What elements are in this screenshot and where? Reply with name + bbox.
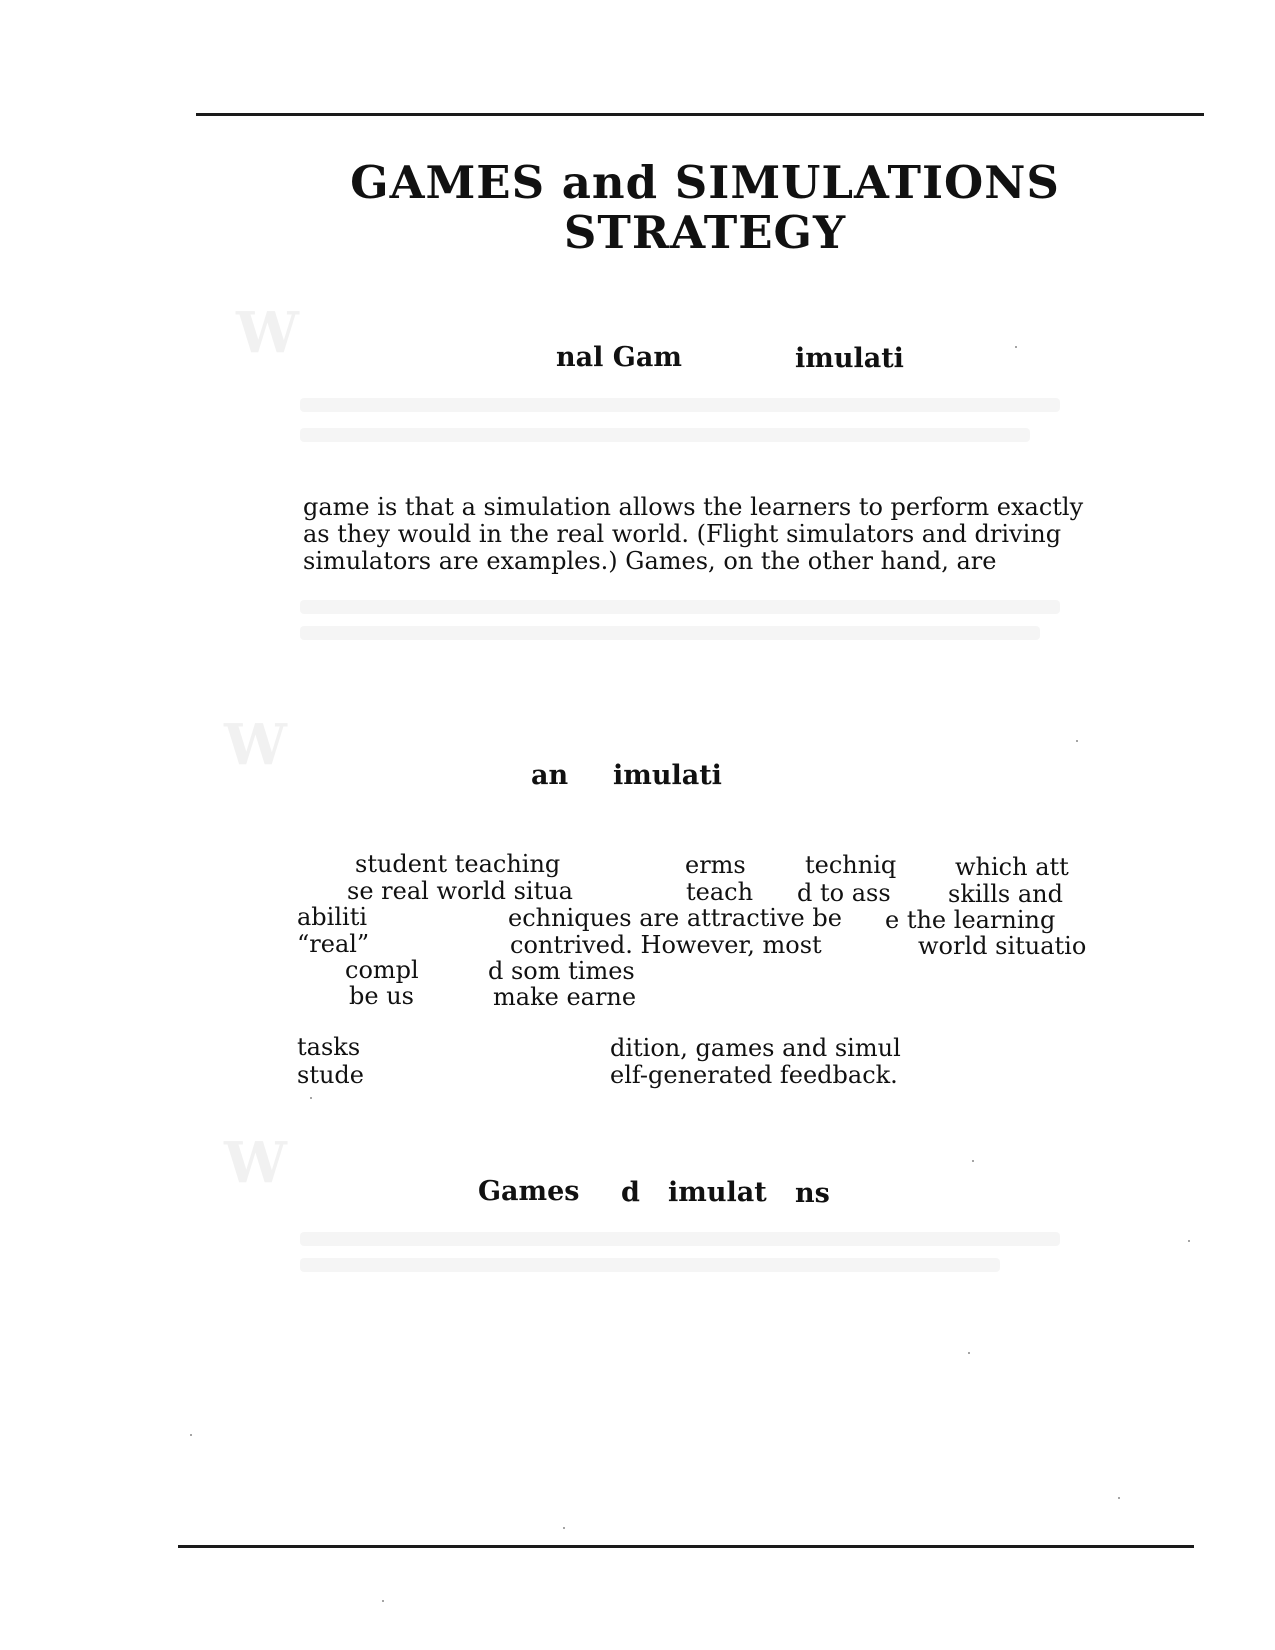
text-fragment: d som times: [488, 957, 635, 985]
section2-heading-fragment: imulati: [613, 760, 722, 791]
scan-speck: [1118, 1497, 1120, 1499]
section1-heading-fragment: imulati: [795, 343, 904, 374]
text-fragment: be us: [349, 982, 414, 1010]
section3-heading-fragment: d: [621, 1177, 640, 1208]
text-fragment: techniq: [805, 851, 897, 879]
page-title-line-1: GAMES and SIMULATIONS: [350, 156, 1060, 209]
scan-speck: [190, 1434, 192, 1436]
text-fragment: dition, games and simul: [610, 1034, 901, 1062]
text-fragment: world situatio: [918, 932, 1087, 960]
faded-text-band: [300, 600, 1060, 614]
section2-heading-fragment: an: [531, 760, 569, 791]
text-fragment: stude: [297, 1061, 364, 1089]
body-line: simulators are examples.) Games, on the other hand, are: [303, 547, 997, 575]
faded-text-band: [300, 1258, 1000, 1272]
scan-speck: [382, 1600, 384, 1602]
scan-speck: [968, 1352, 970, 1354]
text-fragment: skills and: [948, 880, 1063, 908]
section1-heading-fragment: nal Gam: [556, 342, 682, 373]
scan-speck: [563, 1527, 565, 1529]
text-fragment: abiliti: [297, 903, 368, 931]
text-fragment: e the learning: [885, 906, 1056, 934]
top-rule: [196, 113, 1204, 116]
text-fragment: which att: [955, 853, 1069, 881]
text-fragment: contrived. However, most: [510, 931, 822, 959]
bottom-rule: [178, 1545, 1194, 1548]
scan-speck: [1015, 346, 1017, 348]
text-fragment: student teaching: [355, 850, 561, 878]
section3-heading-fragment: ns: [795, 1178, 830, 1209]
text-fragment: “real”: [297, 930, 370, 958]
faded-text-band: [300, 428, 1030, 442]
text-fragment: se real world situa: [347, 877, 573, 905]
text-fragment: make earne: [493, 983, 637, 1011]
text-fragment: d to ass: [797, 879, 891, 907]
body-line: game is that a simulation allows the learners to perform exactly: [303, 493, 1084, 521]
text-fragment: echniques are attractive be: [508, 904, 842, 932]
scan-speck: [310, 1097, 312, 1099]
scan-speck: [1188, 1240, 1190, 1242]
text-fragment: erms: [685, 851, 746, 879]
text-fragment: compl: [345, 956, 419, 984]
scan-speck: [1076, 740, 1078, 742]
text-fragment: elf-generated feedback.: [610, 1061, 898, 1089]
text-fragment: tasks: [297, 1033, 361, 1061]
faded-drop-cap: W: [236, 300, 299, 366]
body-line: as they would in the real world. (Flight simulators and driving: [303, 520, 1062, 548]
section3-heading-fragment: Games: [478, 1176, 580, 1207]
faded-text-band: [300, 1232, 1060, 1246]
faded-drop-cap: W: [224, 1130, 287, 1196]
faded-text-band: [300, 626, 1040, 640]
text-fragment: teach: [686, 878, 754, 906]
faded-text-band: [300, 398, 1060, 412]
section3-heading-fragment: imulat: [668, 1177, 767, 1208]
faded-drop-cap: W: [224, 712, 287, 778]
page-title-line-2: STRATEGY: [563, 206, 847, 259]
scan-speck: [972, 1160, 974, 1162]
